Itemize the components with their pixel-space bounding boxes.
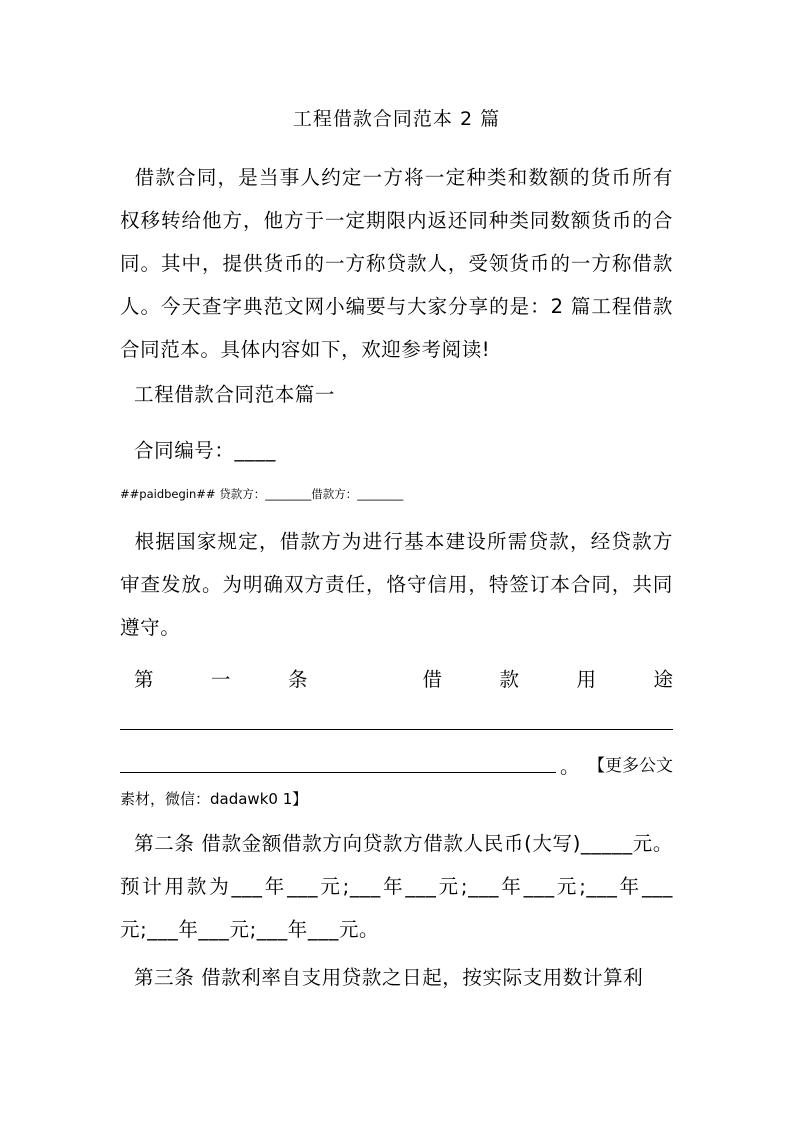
section-heading-text: 工程借款合同范本篇一	[134, 383, 336, 406]
document-title: 工程借款合同范本 2 篇	[292, 108, 501, 130]
preamble-text: 根据国家规定，借款方为进行基本建设所需贷款，经贷款方审查发放。为明确双方责任，恪守信用，特签订本合同，共同遵守。	[120, 530, 673, 639]
intro-paragraph	[120, 156, 673, 371]
preamble-paragraph	[120, 520, 673, 649]
article-1-word: 途	[653, 668, 673, 691]
article-1-word: 条	[288, 668, 308, 691]
article-1-tail-line	[120, 745, 673, 788]
article-1-heading	[120, 658, 673, 701]
article-1-word: 借	[422, 668, 442, 691]
section-heading	[120, 373, 673, 416]
article-3-text: 第三条 借款利率自支用贷款之日起，按实际支用数计算利	[134, 966, 644, 989]
article-1-word: 用	[576, 668, 596, 691]
paid-begin-line: ##paidbegin## 贷款方：________借款方：________	[120, 487, 404, 501]
contract-number-blank: ____	[234, 439, 276, 462]
article-3-paragraph	[120, 956, 673, 999]
article-1-end: 。	[560, 755, 580, 778]
article-1-word: 第	[134, 668, 154, 691]
article-1-word: 一	[211, 668, 231, 691]
contract-number-label: 合同编号：	[134, 439, 235, 462]
more-docs-note: 【更多公文	[588, 756, 673, 776]
article-1-underline-1	[120, 729, 673, 730]
intro-text: 借款合同，是当事人约定一方将一定种类和数额的货币所有权移转给他方，他方于一定期限内返还同种类同数额货币的合同。其中，提供货币的一方称贷款人，受领货币的一方称借款人。今天查字典范文网小编要与大家分享的是：2 篇工程借款合同范本。具体内容如下，欢迎参考阅读!	[120, 166, 673, 361]
contract-number-line	[120, 429, 673, 472]
article-2-text: 第二条 借款金额借款方向贷款方借款人民币(大写)_____元。预计用款为___年___元;___年___元;___年___元;___年___元;___年___元;___年___元。	[120, 832, 673, 941]
wechat-line: 素材，微信：dadawk0 1】	[120, 790, 308, 808]
article-2-paragraph	[120, 822, 673, 951]
article-1-word: 款	[499, 668, 519, 691]
